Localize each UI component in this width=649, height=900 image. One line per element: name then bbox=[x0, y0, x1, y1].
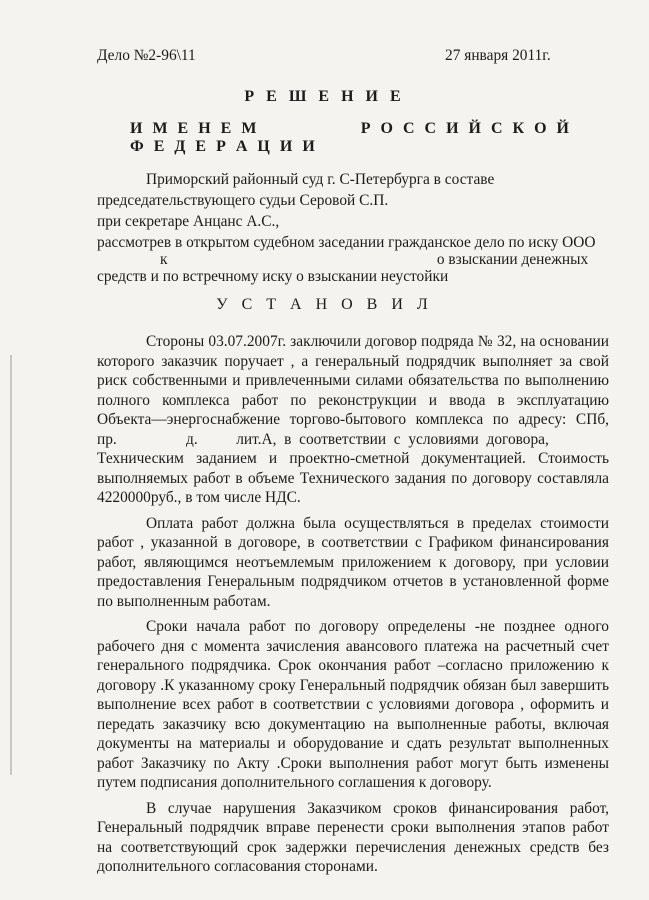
document-title: Р Е Ш Е Н И Е bbox=[244, 88, 405, 105]
body-line: пр. д. лит.А, в соответствии с условиями договора, bbox=[97, 430, 549, 448]
body-line: выполняемых работ в объеме Технического задания по договору составляла bbox=[97, 469, 609, 487]
case-number: Дело №2-96\11 bbox=[97, 47, 196, 64]
body-line: работ Заказчику по Акту .Сроки выполнения работ могут быть изменены bbox=[97, 754, 609, 772]
intro-line: председательствующего судьи Серовой С.П. bbox=[97, 192, 389, 209]
section-title: У С Т А Н О В И Л bbox=[216, 296, 433, 313]
body-line: В случае нарушения Заказчиком сроков финансирования работ, bbox=[146, 799, 609, 817]
body-line: дополнительного согласования сторонами. bbox=[97, 858, 378, 875]
body-line: выполнение всех работ в соответствии с условиями договора , оформить и bbox=[97, 696, 609, 713]
body-line: работ, являющимся неотъемлемым приложением к договору, при условии bbox=[97, 553, 609, 571]
body-line: Оплата работ должна была осуществляться в пределах стоимости bbox=[146, 514, 609, 532]
intro-line: к о взыскании денежных bbox=[160, 251, 589, 268]
intro-line: при секретаре Анцанс А.С., bbox=[97, 213, 280, 230]
intro-line: средств и по встречному иску о взыскании неустойки bbox=[97, 268, 449, 285]
body-line: которого заказчик поручает , а генеральный подрядчик выполняет за свой bbox=[97, 352, 609, 370]
body-line: полного комплекса работ по реконструкции и ввода в эксплуатацию bbox=[97, 391, 609, 409]
body-line: документы на материалы и оборудование и сдать результат выполненных bbox=[97, 735, 609, 752]
document-subtitle bbox=[130, 120, 572, 156]
body-line: Стороны 03.07.2007г. заключили договор подряда № 32, на основании bbox=[146, 333, 609, 350]
scan-edge-mark bbox=[10, 355, 12, 775]
body-line: предоставления Генеральным подрядчиком отчетов в установленной форме bbox=[97, 573, 609, 590]
body-line: работ , указанной в договоре, в соответствии с Графиком финансирования bbox=[97, 534, 609, 551]
body-line: 4220000руб., в том числе НДС. bbox=[97, 489, 301, 506]
body-line: на соответствующий срок задержки перечисления денежных средств без bbox=[97, 838, 609, 856]
body-line: рабочего дня с момента зачисления авансового платежа на расчетный счет bbox=[97, 637, 609, 655]
body-line: путем подписания дополнительного соглашения к договору. bbox=[97, 774, 492, 791]
subtitle-word-1: И М Е Н Е М bbox=[130, 120, 260, 137]
body-line: Техническим заданием и проектно-сметной документацией. Стоимость bbox=[97, 450, 609, 467]
body-line: Объекта—энергоснабжение торгово-бытового комплекса по адресу: СПб, bbox=[97, 411, 609, 428]
subtitle-word-3: Ф Е Д Е Р А Ц И И bbox=[130, 138, 318, 155]
intro-line: Приморский районный суд г. С-Петербурга в составе bbox=[146, 171, 495, 188]
document-date: 27 января 2011г. bbox=[445, 47, 551, 64]
body-line: по выполненным работам. bbox=[97, 592, 271, 610]
body-line: Генеральный подрядчик вправе перенести сроки выполнения этапов работ bbox=[97, 819, 609, 836]
body-line: Сроки начала работ по договору определены -не позднее одного bbox=[146, 618, 609, 635]
subtitle-word-2: Р О С С И Й С К О Й bbox=[360, 120, 572, 137]
body-line: передать заказчику всю документацию на выполненные работы, включая bbox=[97, 715, 609, 733]
body-line: риск собственными и привлеченными силами обязательства по выполнению bbox=[97, 372, 609, 389]
body-line: генерального подрядчика. Срок окончания работ –согласно приложению к bbox=[97, 657, 609, 674]
body-line: договору .К указанному сроку Генеральный подрядчик обязан был завершить bbox=[97, 676, 609, 694]
intro-line: рассмотрев в открытом судебном заседании гражданское дело по иску ООО bbox=[97, 234, 596, 251]
